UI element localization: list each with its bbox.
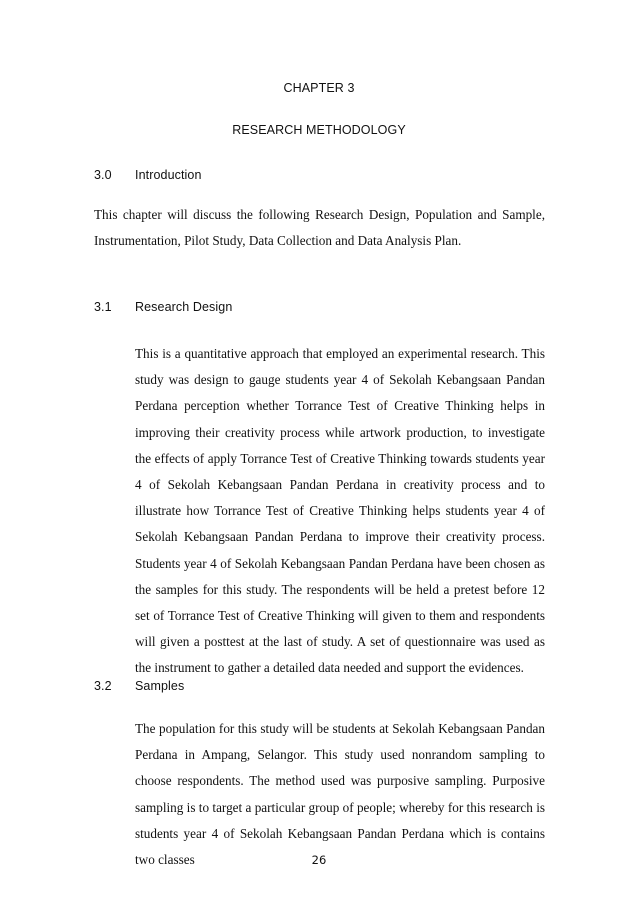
chapter-title: RESEARCH METHODOLOGY [232, 123, 406, 137]
section-heading-samples: Samples [135, 679, 185, 693]
samples-paragraph: The population for this study will be students at Sekolah Kebangsaan Pandan Perdana in Ampang, Selangor. This study used nonrandom sampling to choose respondents. The method used was purposive sampling. Purposive sampling is to target a particular group of people; whereby for this research is students year 4 of Sekolah Kebangsaan Pandan Perdana which is contains two classes [135, 721, 545, 868]
section-heading-research-design: Research Design [135, 300, 233, 314]
section-number-research-design: 3.1 [94, 300, 112, 314]
page-number: 26 [311, 853, 327, 867]
section-heading-intro: Introduction [135, 168, 202, 182]
chapter-label: CHAPTER 3 [283, 81, 355, 95]
research-design-paragraph: This is a quantitative approach that employed an experimental research. This study was design to gauge students year 4 of Sekolah Kebangsaan Pandan Perdana perception whether Torrance Test of Creative Thinking helps in improving their creativity process while artwork production, to investigate the effects of apply Torrance Test of Creative Thinking towards students year 4 of Sekolah Kebangsaan Pandan Perdana in creativity process and to illustrate how Torrance Test of Creative Thinking helps students year 4 of Sekolah Kebangsaan Pandan Perdana to improve their creativity process. Students year 4 of Sekolah Kebangsaan Pandan Perdana have been chosen as the samples for this study. The respondents will be held a pretest before 12 set of Torrance Test of Creative Thinking will given to them and respondents will given a posttest at the last of study. A set of questionnaire was used as the instrument to gather a detailed data needed and support the evidences. [135, 346, 545, 676]
intro-paragraph: This chapter will discuss the following Research Design, Population and Sample, Instrumentation, Pilot Study, Data Collection and Data Analysis Plan. [94, 207, 545, 248]
section-number-intro: 3.0 [94, 168, 112, 182]
section-number-samples: 3.2 [94, 679, 112, 693]
